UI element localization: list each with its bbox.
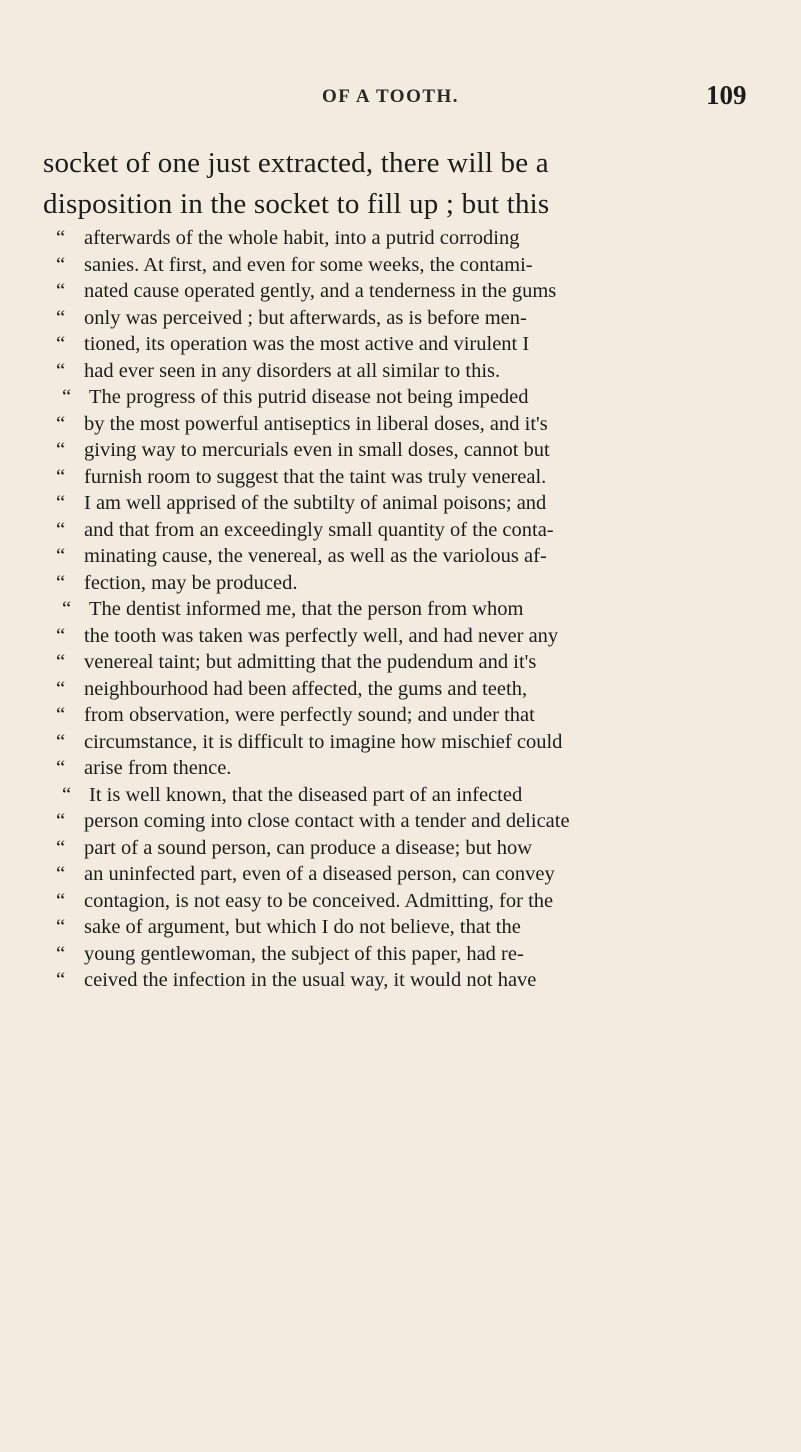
quote-line: and that from an exceedingly small quantity of the conta-	[84, 518, 554, 541]
running-title: OF A TOOTH.	[322, 86, 460, 107]
quote-mark: “	[62, 386, 72, 408]
quote-line: afterwards of the whole habit, into a putrid corroding	[84, 227, 520, 249]
quote-mark: “	[62, 783, 72, 806]
lead-line: disposition in the socket to fill up ; but this	[43, 188, 550, 220]
quote-mark: “	[56, 677, 66, 700]
quote-line: It is well known, that the diseased part of an infected	[89, 783, 523, 806]
lead-line: socket of one just extracted, there will be a	[43, 147, 549, 179]
quoted-passage	[56, 225, 786, 994]
quote-mark: “	[56, 651, 66, 673]
quote-line: young gentlewoman, the subject of this paper, had re-	[84, 942, 524, 965]
lead-paragraph	[43, 143, 763, 225]
quote-mark: “	[56, 916, 66, 938]
quote-line: furnish room to suggest that the taint was truly venereal.	[84, 465, 547, 488]
quote-mark: “	[56, 545, 66, 567]
quote-mark: “	[56, 889, 66, 912]
quote-line: giving way to mercurials even in small doses, cannot but	[84, 439, 550, 461]
quote-line: The progress of this putrid disease not being impeded	[89, 386, 529, 408]
quote-line: minating cause, the venereal, as well as the variolous af-	[84, 545, 547, 567]
quote-line: from observation, were perfectly sound; and under that	[84, 704, 535, 726]
quote-line: an uninfected part, even of a diseased person, can convey	[84, 863, 555, 885]
quote-line: nated cause operated gently, and a tenderness in the gums	[84, 280, 557, 302]
quote-line: contagion, is not easy to be conceived. Admitting, for the	[84, 889, 554, 912]
quote-mark: “	[56, 969, 66, 991]
quote-line: tioned, its operation was the most active and virulent I	[84, 333, 530, 355]
quote-mark: “	[56, 571, 66, 594]
quote-line: by the most powerful antiseptics in liberal doses, and it's	[84, 412, 548, 435]
quote-mark: “	[56, 280, 66, 302]
quote-mark: “	[56, 465, 66, 488]
quote-mark: “	[56, 227, 66, 249]
quote-mark: “	[56, 704, 66, 726]
quote-line: sake of argument, but which I do not believe, that the	[84, 916, 521, 938]
quote-mark: “	[56, 306, 66, 329]
quote-line: sanies. At first, and even for some weeks, the contami-	[84, 253, 533, 276]
quote-line: ceived the infection in the usual way, it would not have	[84, 969, 537, 991]
quote-mark: “	[62, 598, 72, 620]
running-head	[0, 80, 801, 120]
quote-mark: “	[56, 624, 66, 647]
quote-line: person coming into close contact with a tender and delicate	[84, 810, 570, 832]
quote-mark: “	[56, 730, 66, 753]
quote-line: the tooth was taken was perfectly well, and had never any	[84, 624, 559, 647]
quote-mark: “	[56, 359, 66, 382]
quote-mark: “	[56, 836, 66, 859]
quote-line: neighbourhood had been affected, the gums and teeth,	[84, 677, 528, 700]
quote-mark: “	[56, 333, 66, 355]
page-number: 109	[706, 80, 747, 110]
quote-line: part of a sound person, can produce a disease; but how	[84, 836, 533, 859]
quote-mark: “	[56, 863, 66, 885]
quote-line: venereal taint; but admitting that the pudendum and it's	[84, 651, 537, 673]
quote-mark: “	[56, 253, 66, 276]
quote-mark: “	[56, 942, 66, 965]
quote-line: I am well apprised of the subtilty of animal poisons; and	[84, 492, 547, 514]
quote-line: fection, may be produced.	[84, 571, 298, 594]
quote-mark: “	[56, 810, 66, 832]
quote-line: The dentist informed me, that the person from whom	[89, 598, 524, 620]
quote-mark: “	[56, 757, 66, 779]
quote-mark: “	[56, 492, 66, 514]
quote-mark: “	[56, 439, 66, 461]
quote-line: had ever seen in any disorders at all similar to this.	[84, 359, 501, 382]
quote-line: circumstance, it is difficult to imagine how mischief could	[84, 730, 563, 753]
quote-line: arise from thence.	[84, 757, 232, 779]
quote-line: only was perceived ; but afterwards, as is before men-	[84, 306, 527, 329]
quote-mark: “	[56, 518, 66, 541]
quote-mark: “	[56, 412, 66, 435]
